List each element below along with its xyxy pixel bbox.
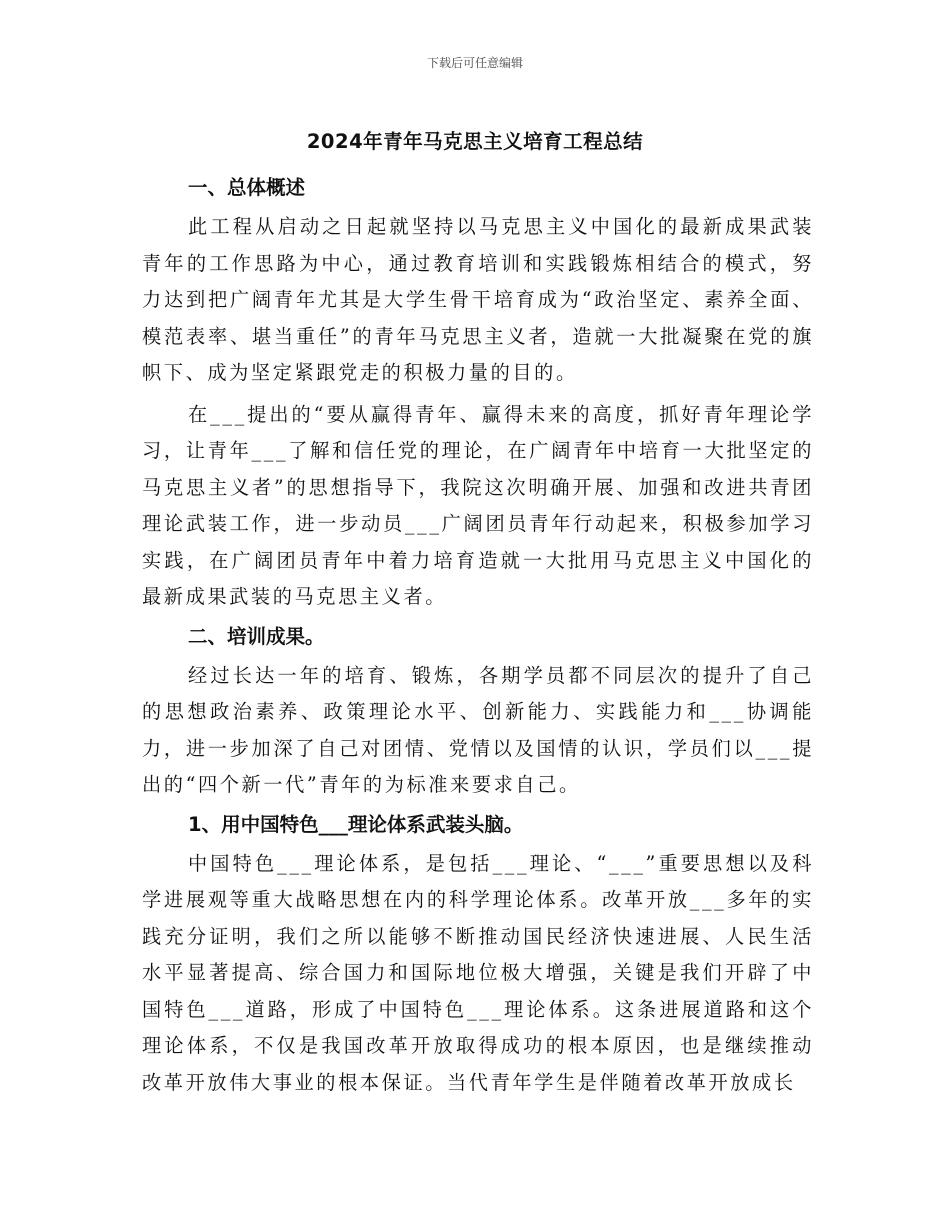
paragraph-overview-2: 在___提出的“要从赢得青年、赢得未来的高度，抓好青年理论学习，让青年___了解和信任党的理论，在广阔青年中培育一大批坚定的马克思主义者”的思想指导下，我院这次明确开展、加强和改进共青团理论武装工作，进一步动员___广阔团员青年行动起来，积极参加学习实践，在广阔团员青年中着力培育造就一大批用马克思主义中国化的最新成果武装的马克思主义者。 — [142, 402, 814, 608]
document-body — [142, 172, 814, 1106]
paragraph-results-1: 经过长达一年的培育、锻炼，各期学员都不同层次的提升了自己的思想政治素养、政策理论水平、创新能力、实践能力和___协调能力，进一步加深了自己对团情、党情以及国情的认识，学员们以___提出的“四个新一代”青年的为标准来要求自己。 — [142, 663, 814, 796]
paragraph-overview-1: 此工程从启动之日起就坚持以马克思主义中国化的最新成果武装青年的工作思路为中心，通过教育培训和实践锻炼相结合的模式，努力达到把广阔青年尤其是大学生骨干培育成为“政治坚定、素养全面、模范表率、堪当重任”的青年马克思主义者，造就一大批凝聚在党的旗帜下、成为坚定紧跟党走的积极力量的目的。 — [142, 215, 814, 384]
subsection-heading-1: 1、用中国特色___理论体系武装头脑。 — [188, 812, 524, 836]
document-title: 2024年青年马克思主义培育工程总结 — [306, 130, 644, 153]
section-heading-results: 二、培训成果。 — [188, 624, 325, 648]
section-heading-overview: 一、总体概述 — [188, 176, 306, 199]
header-note: 下载后可任意编辑 — [426, 56, 523, 70]
paragraph-subsection-1: 中国特色___理论体系，是包括___理论、“___”重要思想以及科学进展观等重大战略思想在内的科学理论体系。改革开放___多年的实践充分证明，我们之所以能够不断推动国民经济快速进展、人民生活水平显著提高、综合国力和国际地位极大增强，关键是我们开辟了中国特色___道路，形成了中国特色___理论体系。这条进展道路和这个理论体系，不仅是我国改革开放取得成功的根本原因，也是继续推动改革开放伟大事业的根本保证。当代青年学生是伴随着改革开放成长 — [142, 851, 814, 1094]
